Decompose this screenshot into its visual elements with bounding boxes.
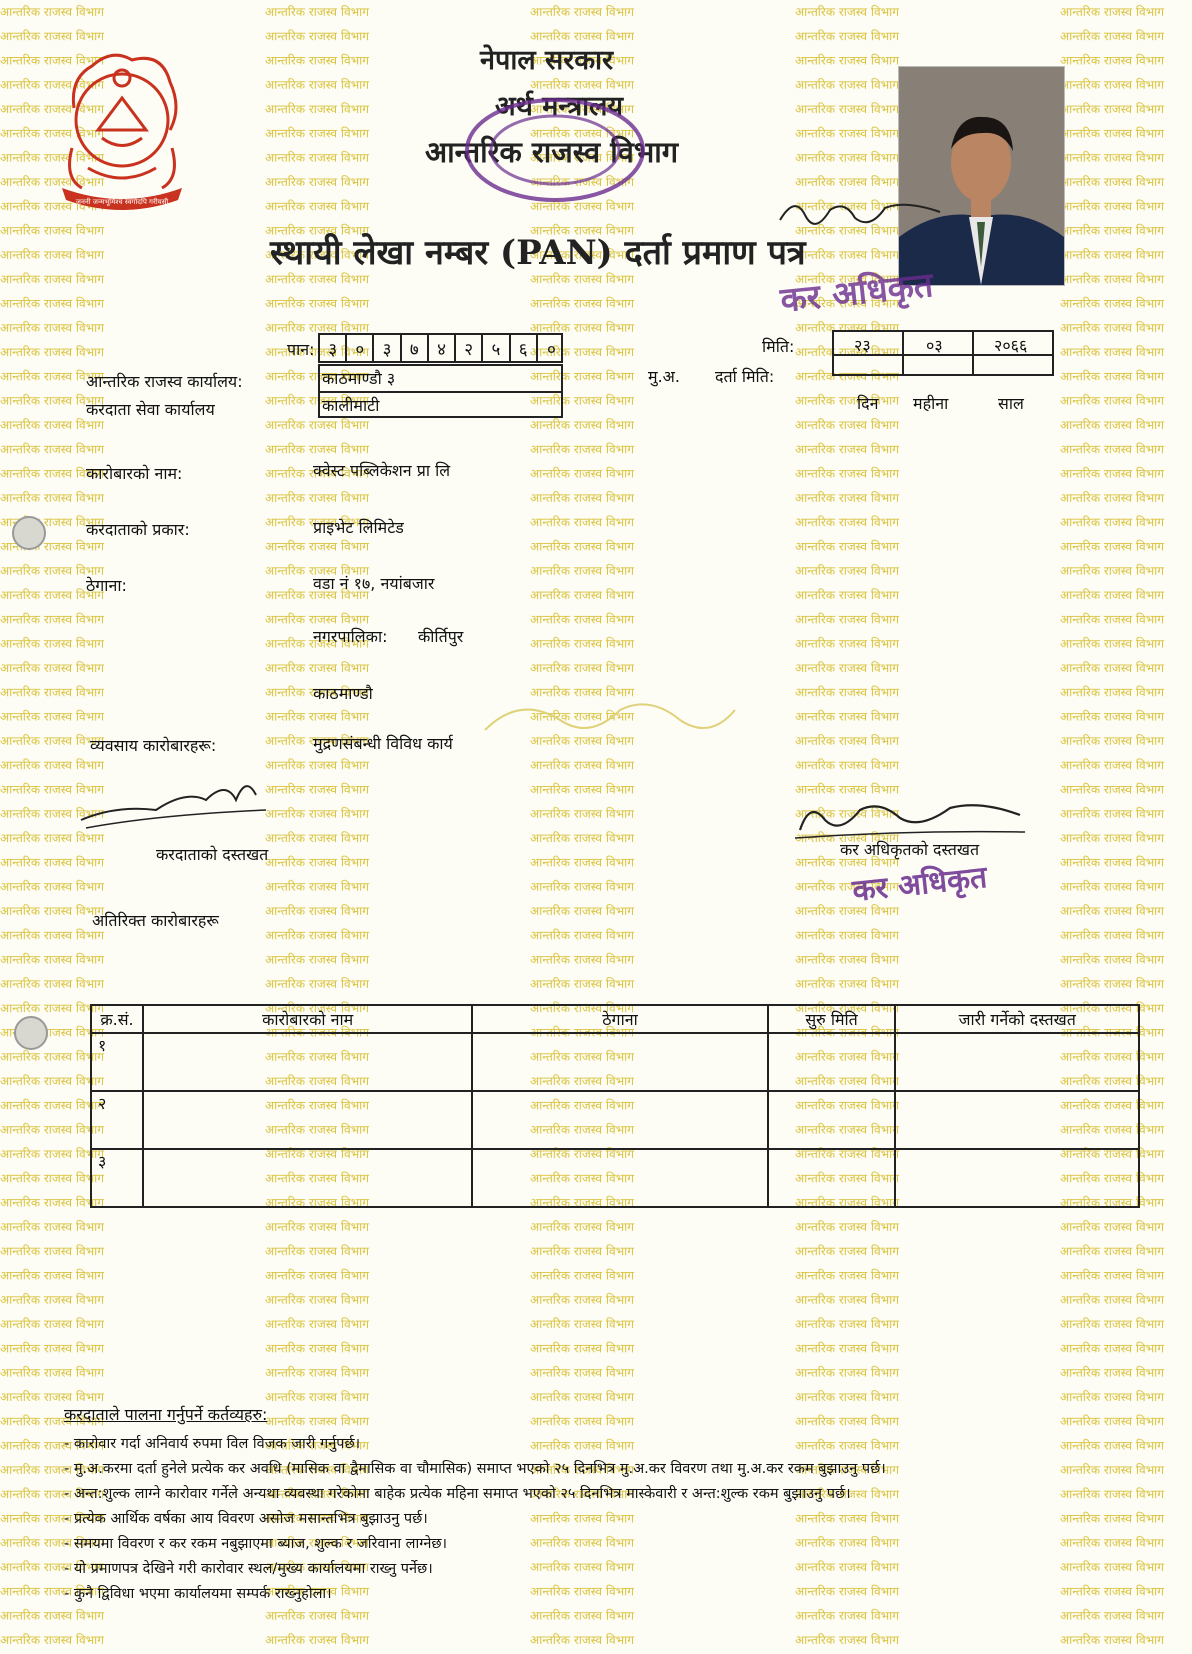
duty-item: - मु.अ.करमा दर्ता हुनेले प्रत्येक कर अवधि (मासिक वा द्वैमासिक वा चौमासिक) समाप्त भएको २५ दिनभित्र मु.अ.कर विवरण तथा मु.अ.कर रकम बुझाउनु पर्छ। xyxy=(64,1461,886,1477)
col-business-name: कारोबारको नाम xyxy=(143,1005,472,1033)
ird-office-value: काठमाण्डौ ३ xyxy=(322,369,396,388)
duty-item: - कुनै द्विविधा भएमा कार्यालयमा सम्पर्क राख्नुहोला। xyxy=(64,1586,332,1602)
pan-digit: ५ xyxy=(483,335,510,361)
pan-digit: ६ xyxy=(511,335,538,361)
emblem-motto: जननी जन्मभूमिश्च स्वर्गादपि गरीयसी xyxy=(75,198,169,206)
duty-item: - यो प्रमाणपत्र देखिने गरी कारोवार स्थल/मुख्य कार्यालयमा राख्नु पर्नेछ। xyxy=(64,1561,433,1577)
vat-reg-date-label: दर्ता मिति: xyxy=(715,367,775,386)
date-year: २०६६ xyxy=(994,336,1028,355)
business-activity-value: मुद्रणसंबन्धी विविध कार्य xyxy=(313,734,453,753)
duty-item: - समयमा विवरण र कर रकम नबुझाएमा ब्याज, शुल्क र जरिवाना लाग्नेछ। xyxy=(64,1536,448,1552)
year-label: साल xyxy=(998,394,1024,413)
col-address: ठेगाना xyxy=(472,1005,767,1033)
row-cell xyxy=(472,1149,767,1207)
pan-digit: ३ xyxy=(374,335,401,361)
table-row xyxy=(91,1149,1139,1207)
row-cell xyxy=(472,1033,767,1091)
department-stamp-icon xyxy=(455,90,655,210)
row-cell xyxy=(768,1033,896,1091)
date-label: मिति: xyxy=(762,337,795,356)
table-row xyxy=(91,1091,1139,1149)
row-cell xyxy=(895,1091,1139,1149)
duty-item: - अन्त:शुल्क लाग्ने कारोवार गर्नेले अन्यथा व्यवस्था गरेकोमा बाहेक प्रत्येक महिना समाप्त भएको २५ दिनभित्र मास्केवारी र अन्त:शुल्क रकम बुझाउनु पर्छ। xyxy=(64,1486,851,1502)
officer-stamp-top: कर अधिकृत xyxy=(778,265,935,321)
row-serial: ३ xyxy=(91,1149,143,1207)
taxpayer-photo xyxy=(898,66,1065,286)
row-cell xyxy=(895,1033,1139,1091)
col-serial: क्र.सं. xyxy=(91,1005,143,1033)
punch-hole xyxy=(12,516,46,550)
business-name-label: कारोबारको नाम: xyxy=(86,464,183,483)
pan-number-box xyxy=(318,333,563,363)
vat-reg-label: मु.अ. xyxy=(648,367,680,386)
month-label: महीना xyxy=(913,394,949,413)
table-header-row xyxy=(91,1005,1139,1033)
taxpayer-signature xyxy=(76,770,276,840)
additional-businesses-table xyxy=(90,1004,1140,1208)
ministry-title: अर्थ मन्त्रालय xyxy=(495,91,624,122)
row-serial: १ xyxy=(91,1033,143,1091)
pan-digit: २ xyxy=(456,335,483,361)
municipality-label: नगरपालिका: xyxy=(313,627,388,646)
address-label: ठेगाना: xyxy=(86,576,127,595)
business-activity-label: व्यवसाय कारोबारहरू: xyxy=(90,736,217,755)
table-row xyxy=(91,1033,1139,1091)
officer-signature-label: कर अधिकृतको दस्तखत xyxy=(840,840,980,859)
date-day: २३ xyxy=(854,336,871,355)
business-name-value: क्वेस्ट पब्लिकेशन प्रा लि xyxy=(313,461,451,480)
col-start-date: सुरु मिति xyxy=(768,1005,896,1033)
row-cell xyxy=(143,1091,472,1149)
taxpayer-signature-label: करदाताको दस्तखत xyxy=(156,845,269,864)
duties-title: करदाताले पालना गर्नुपर्ने कर्तव्यहरु: xyxy=(64,1405,268,1424)
row-serial: २ xyxy=(91,1091,143,1149)
row-cell xyxy=(895,1149,1139,1207)
officer-signature-top xyxy=(775,190,945,240)
duty-item: - प्रत्येक आर्थिक वर्षका आय विवरण असोज मसान्तभित्र बुझाउनु पर्छ। xyxy=(64,1511,428,1527)
faint-signature xyxy=(480,690,740,770)
additional-title: अतिरिक्त कारोबारहरू xyxy=(92,911,219,930)
portrait-icon xyxy=(899,67,1064,285)
pan-digit: ३ xyxy=(320,335,347,361)
punch-hole xyxy=(14,1016,48,1050)
taxpayer-service-value: कालीमाटी xyxy=(322,396,380,415)
row-cell xyxy=(768,1149,896,1207)
row-cell xyxy=(472,1091,767,1149)
pan-digit: ० xyxy=(347,335,374,361)
officer-stamp: कर अधिकृत xyxy=(850,860,989,909)
duty-item: - कारोवार गर्दा अनिवार्य रुपमा विल विजक जारी गर्नुपर्छ। xyxy=(64,1436,361,1452)
pan-digit: ७ xyxy=(402,335,429,361)
district-value: काठमाण्डौ xyxy=(313,684,373,703)
pan-digit: ४ xyxy=(429,335,456,361)
taxpayer-type-label: करदाताको प्रकार: xyxy=(86,520,190,539)
row-cell xyxy=(143,1149,472,1207)
address-value: वडा नं १७, नयांबजार xyxy=(313,574,435,593)
certificate-title: स्थायी लेखा नम्बर (PAN) दर्ता प्रमाण पत्र xyxy=(270,233,806,273)
date-month: ०३ xyxy=(926,336,943,355)
ird-office-label: आन्तरिक राजस्व कार्यालय: xyxy=(86,372,243,391)
municipality-value: कीर्तिपुर xyxy=(418,627,464,646)
pan-digit: ० xyxy=(546,339,556,360)
taxpayer-service-label: करदाता सेवा कार्यालय xyxy=(86,400,215,419)
department-title: आन्तरिक राजस्व विभाग xyxy=(425,135,679,169)
row-cell xyxy=(768,1091,896,1149)
government-title: नेपाल सरकार xyxy=(480,45,614,76)
col-issuer-signature: जारी गर्नेको दस्तखत xyxy=(895,1005,1139,1033)
row-cell xyxy=(143,1033,472,1091)
date-box xyxy=(832,330,1054,376)
day-label: दिन xyxy=(857,394,879,413)
nepal-emblem-icon xyxy=(52,38,192,218)
taxpayer-type-value: प्राइभेट लिमिटेड xyxy=(313,518,404,537)
pan-label: पान: xyxy=(287,340,315,359)
